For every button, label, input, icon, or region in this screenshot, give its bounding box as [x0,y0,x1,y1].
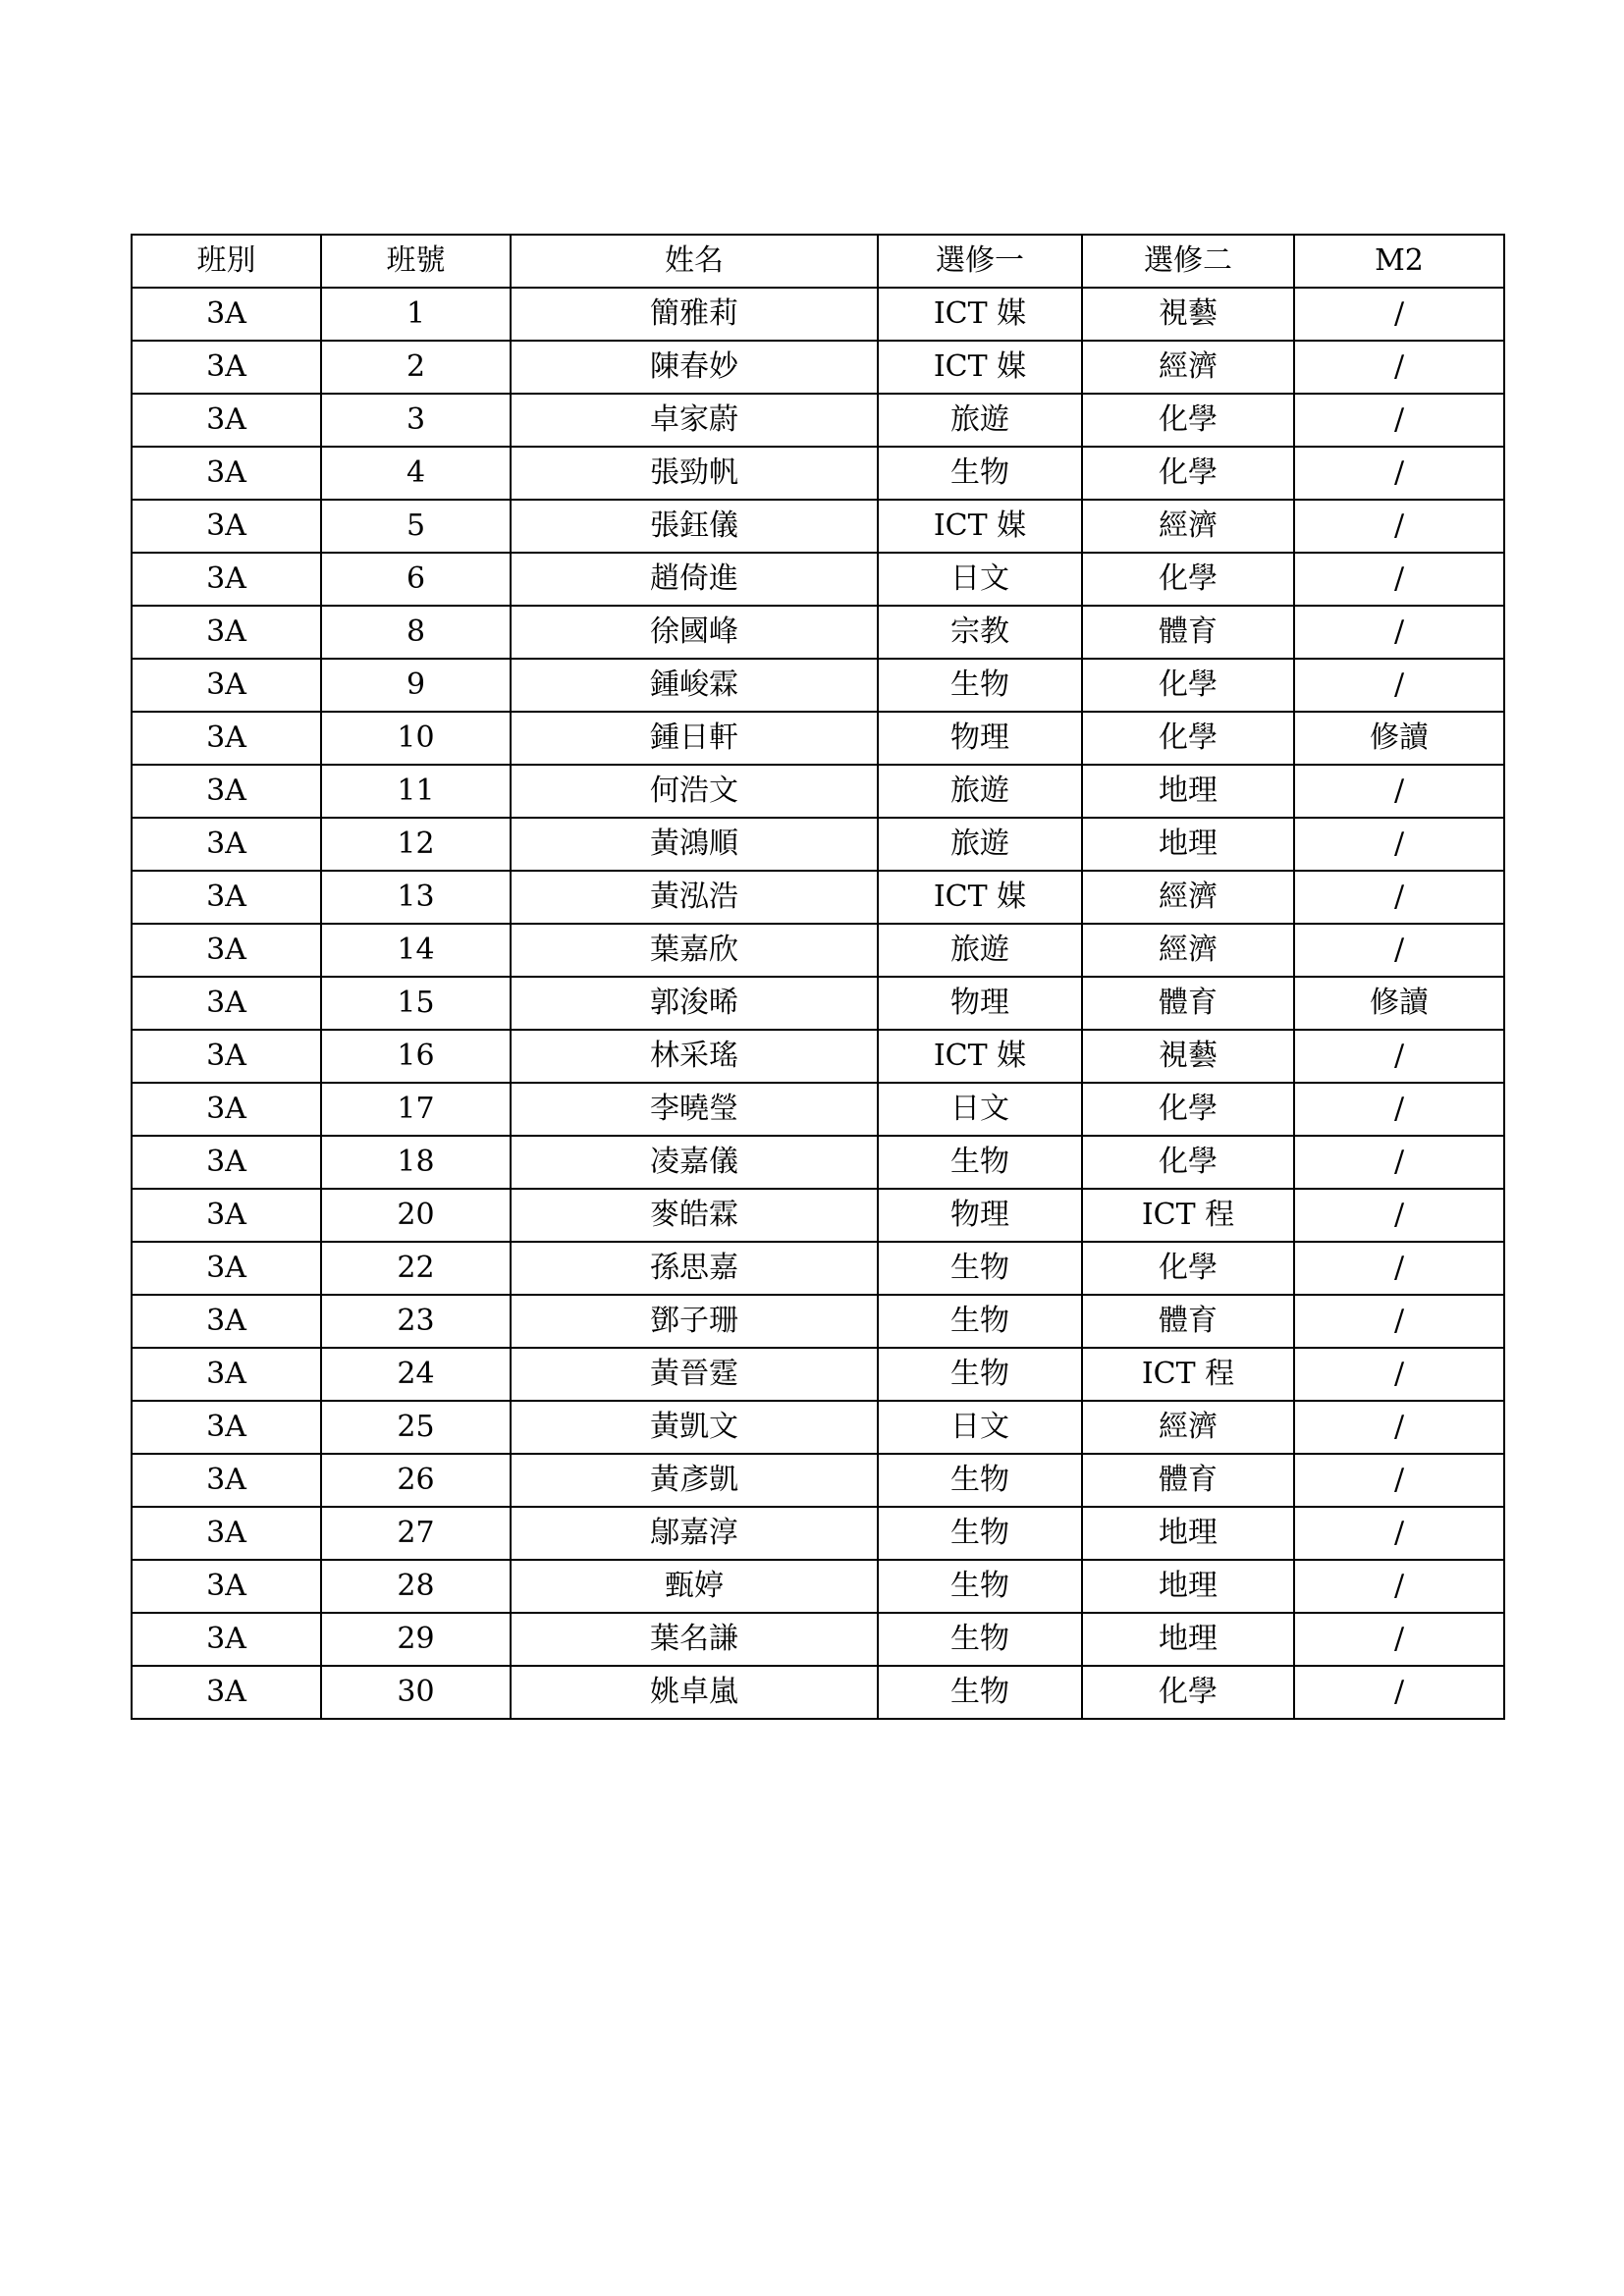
table-row [132,1030,1504,1083]
class-cell: 3A [132,447,321,500]
table-row [132,500,1504,553]
student-name-cell: 黃鴻順 [511,818,878,871]
student-name-cell: 卓家蔚 [511,394,878,447]
student-name-cell: 葉名謙 [511,1613,878,1666]
class-number-cell: 14 [321,924,511,977]
student-name-cell: 甄婷 [511,1560,878,1613]
elective-2-cell: 化學 [1082,1136,1294,1189]
elective-2-cell: 經濟 [1082,341,1294,394]
elective-1-cell: 生物 [878,1560,1082,1613]
elective-2-cell: 體育 [1082,606,1294,659]
class-number-cell: 15 [321,977,511,1030]
class-number-cell: 8 [321,606,511,659]
table-row [132,977,1504,1030]
m2-cell: / [1294,818,1504,871]
elective-2-cell: 化學 [1082,394,1294,447]
class-cell: 3A [132,1507,321,1560]
elective-1-cell: 生物 [878,1295,1082,1348]
m2-cell: / [1294,1401,1504,1454]
header-elective-1: 選修一 [878,235,1082,288]
elective-2-cell: 地理 [1082,1507,1294,1560]
table-row [132,1401,1504,1454]
elective-1-cell: 生物 [878,447,1082,500]
class-number-cell: 20 [321,1189,511,1242]
m2-cell: / [1294,765,1504,818]
elective-1-cell: 生物 [878,1242,1082,1295]
elective-1-cell: 生物 [878,1136,1082,1189]
m2-cell: / [1294,394,1504,447]
class-cell: 3A [132,1030,321,1083]
class-number-cell: 30 [321,1666,511,1719]
student-name-cell: 姚卓嵐 [511,1666,878,1719]
class-number-cell: 6 [321,553,511,606]
elective-2-cell: 地理 [1082,818,1294,871]
table-row [132,447,1504,500]
m2-cell: / [1294,1242,1504,1295]
table-body [132,288,1504,1719]
class-number-cell: 28 [321,1560,511,1613]
class-cell: 3A [132,500,321,553]
table-row [132,871,1504,924]
student-name-cell: 黃泓浩 [511,871,878,924]
elective-1-cell: 物理 [878,1189,1082,1242]
header-elective-2: 選修二 [1082,235,1294,288]
student-name-cell: 葉嘉欣 [511,924,878,977]
table-row [132,1083,1504,1136]
elective-1-cell: 物理 [878,977,1082,1030]
table-row [132,553,1504,606]
elective-1-cell: ICT 媒 [878,871,1082,924]
class-number-cell: 26 [321,1454,511,1507]
header-class: 班別 [132,235,321,288]
class-cell: 3A [132,1242,321,1295]
m2-cell: / [1294,1454,1504,1507]
m2-cell: / [1294,1189,1504,1242]
m2-cell: / [1294,288,1504,341]
class-number-cell: 11 [321,765,511,818]
class-number-cell: 9 [321,659,511,712]
class-number-cell: 16 [321,1030,511,1083]
elective-2-cell: 化學 [1082,447,1294,500]
student-name-cell: 陳春妙 [511,341,878,394]
class-number-cell: 2 [321,341,511,394]
class-number-cell: 10 [321,712,511,765]
student-name-cell: 何浩文 [511,765,878,818]
elective-1-cell: 宗教 [878,606,1082,659]
class-number-cell: 17 [321,1083,511,1136]
student-name-cell: 孫思嘉 [511,1242,878,1295]
elective-2-cell: 化學 [1082,1666,1294,1719]
table-row [132,818,1504,871]
m2-cell: 修讀 [1294,712,1504,765]
elective-2-cell: 地理 [1082,1560,1294,1613]
class-cell: 3A [132,659,321,712]
class-number-cell: 3 [321,394,511,447]
student-name-cell: 鄧子珊 [511,1295,878,1348]
class-cell: 3A [132,288,321,341]
class-number-cell: 4 [321,447,511,500]
table-row [132,765,1504,818]
student-name-cell: 李曉瑩 [511,1083,878,1136]
student-name-cell: 張勁帆 [511,447,878,500]
m2-cell: / [1294,1348,1504,1401]
elective-2-cell: 視藝 [1082,1030,1294,1083]
student-name-cell: 鍾日軒 [511,712,878,765]
elective-1-cell: 旅遊 [878,765,1082,818]
m2-cell: / [1294,1083,1504,1136]
elective-1-cell: 日文 [878,1083,1082,1136]
header-row [132,235,1504,288]
class-number-cell: 12 [321,818,511,871]
m2-cell: / [1294,1136,1504,1189]
class-cell: 3A [132,712,321,765]
elective-1-cell: 旅遊 [878,924,1082,977]
student-elective-table [131,234,1505,1720]
class-number-cell: 25 [321,1401,511,1454]
m2-cell: / [1294,1507,1504,1560]
class-cell: 3A [132,553,321,606]
class-cell: 3A [132,394,321,447]
elective-1-cell: 生物 [878,1613,1082,1666]
class-cell: 3A [132,1560,321,1613]
student-name-cell: 凌嘉儀 [511,1136,878,1189]
elective-1-cell: ICT 媒 [878,341,1082,394]
student-name-cell: 林采瑤 [511,1030,878,1083]
table-row [132,659,1504,712]
elective-2-cell: 地理 [1082,765,1294,818]
elective-2-cell: 化學 [1082,712,1294,765]
class-cell: 3A [132,924,321,977]
class-cell: 3A [132,1613,321,1666]
class-cell: 3A [132,606,321,659]
header-student-name: 姓名 [511,235,878,288]
elective-1-cell: ICT 媒 [878,500,1082,553]
class-cell: 3A [132,1666,321,1719]
m2-cell: / [1294,1560,1504,1613]
m2-cell: / [1294,1030,1504,1083]
student-name-cell: 黃晉霆 [511,1348,878,1401]
class-number-cell: 29 [321,1613,511,1666]
elective-1-cell: 生物 [878,1454,1082,1507]
table-row [132,1666,1504,1719]
table-row [132,341,1504,394]
m2-cell: / [1294,659,1504,712]
class-cell: 3A [132,818,321,871]
student-name-cell: 麥皓霖 [511,1189,878,1242]
class-cell: 3A [132,1083,321,1136]
table-row [132,1136,1504,1189]
elective-2-cell: 化學 [1082,553,1294,606]
m2-cell: / [1294,1295,1504,1348]
student-name-cell: 趙倚進 [511,553,878,606]
class-number-cell: 24 [321,1348,511,1401]
elective-1-cell: ICT 媒 [878,1030,1082,1083]
class-cell: 3A [132,1136,321,1189]
class-cell: 3A [132,1454,321,1507]
elective-2-cell: 化學 [1082,1242,1294,1295]
elective-1-cell: 生物 [878,1507,1082,1560]
table-row [132,1560,1504,1613]
class-number-cell: 23 [321,1295,511,1348]
elective-1-cell: 生物 [878,1348,1082,1401]
m2-cell: / [1294,871,1504,924]
m2-cell: / [1294,341,1504,394]
elective-1-cell: 日文 [878,1401,1082,1454]
elective-2-cell: 體育 [1082,1295,1294,1348]
class-cell: 3A [132,1348,321,1401]
elective-1-cell: 物理 [878,712,1082,765]
student-name-cell: 郭浚晞 [511,977,878,1030]
elective-2-cell: 經濟 [1082,500,1294,553]
class-cell: 3A [132,977,321,1030]
m2-cell: / [1294,1666,1504,1719]
class-cell: 3A [132,341,321,394]
elective-2-cell: 化學 [1082,659,1294,712]
student-name-cell: 張鈺儀 [511,500,878,553]
student-name-cell: 黃凱文 [511,1401,878,1454]
class-number-cell: 22 [321,1242,511,1295]
student-name-cell: 徐國峰 [511,606,878,659]
table-row [132,1348,1504,1401]
class-number-cell: 5 [321,500,511,553]
class-number-cell: 13 [321,871,511,924]
student-name-cell: 鄔嘉淳 [511,1507,878,1560]
class-cell: 3A [132,765,321,818]
elective-2-cell: 經濟 [1082,1401,1294,1454]
m2-cell: / [1294,924,1504,977]
table-row [132,394,1504,447]
table-header [132,235,1504,288]
elective-1-cell: 生物 [878,659,1082,712]
table-row [132,712,1504,765]
elective-2-cell: 經濟 [1082,924,1294,977]
class-cell: 3A [132,871,321,924]
elective-2-cell: ICT 程 [1082,1189,1294,1242]
m2-cell: / [1294,553,1504,606]
elective-2-cell: 視藝 [1082,288,1294,341]
m2-cell: / [1294,1613,1504,1666]
m2-cell: / [1294,500,1504,553]
student-name-cell: 鍾峻霖 [511,659,878,712]
class-number-cell: 1 [321,288,511,341]
table-row [132,1189,1504,1242]
m2-cell: / [1294,606,1504,659]
elective-1-cell: 日文 [878,553,1082,606]
class-cell: 3A [132,1401,321,1454]
elective-1-cell: 生物 [878,1666,1082,1719]
class-cell: 3A [132,1189,321,1242]
table-row [132,1613,1504,1666]
elective-2-cell: 體育 [1082,1454,1294,1507]
table-row [132,606,1504,659]
elective-2-cell: 化學 [1082,1083,1294,1136]
m2-cell: 修讀 [1294,977,1504,1030]
student-name-cell: 簡雅莉 [511,288,878,341]
table-row [132,1454,1504,1507]
student-name-cell: 黃彥凱 [511,1454,878,1507]
class-number-cell: 18 [321,1136,511,1189]
elective-1-cell: 旅遊 [878,818,1082,871]
header-class-number: 班號 [321,235,511,288]
table-row [132,1507,1504,1560]
elective-1-cell: 旅遊 [878,394,1082,447]
elective-2-cell: 體育 [1082,977,1294,1030]
elective-2-cell: 經濟 [1082,871,1294,924]
table-row [132,288,1504,341]
header-m2: M2 [1294,235,1504,288]
table-row [132,924,1504,977]
elective-2-cell: 地理 [1082,1613,1294,1666]
table-row [132,1242,1504,1295]
elective-2-cell: ICT 程 [1082,1348,1294,1401]
elective-1-cell: ICT 媒 [878,288,1082,341]
class-cell: 3A [132,1295,321,1348]
table-row [132,1295,1504,1348]
class-number-cell: 27 [321,1507,511,1560]
m2-cell: / [1294,447,1504,500]
